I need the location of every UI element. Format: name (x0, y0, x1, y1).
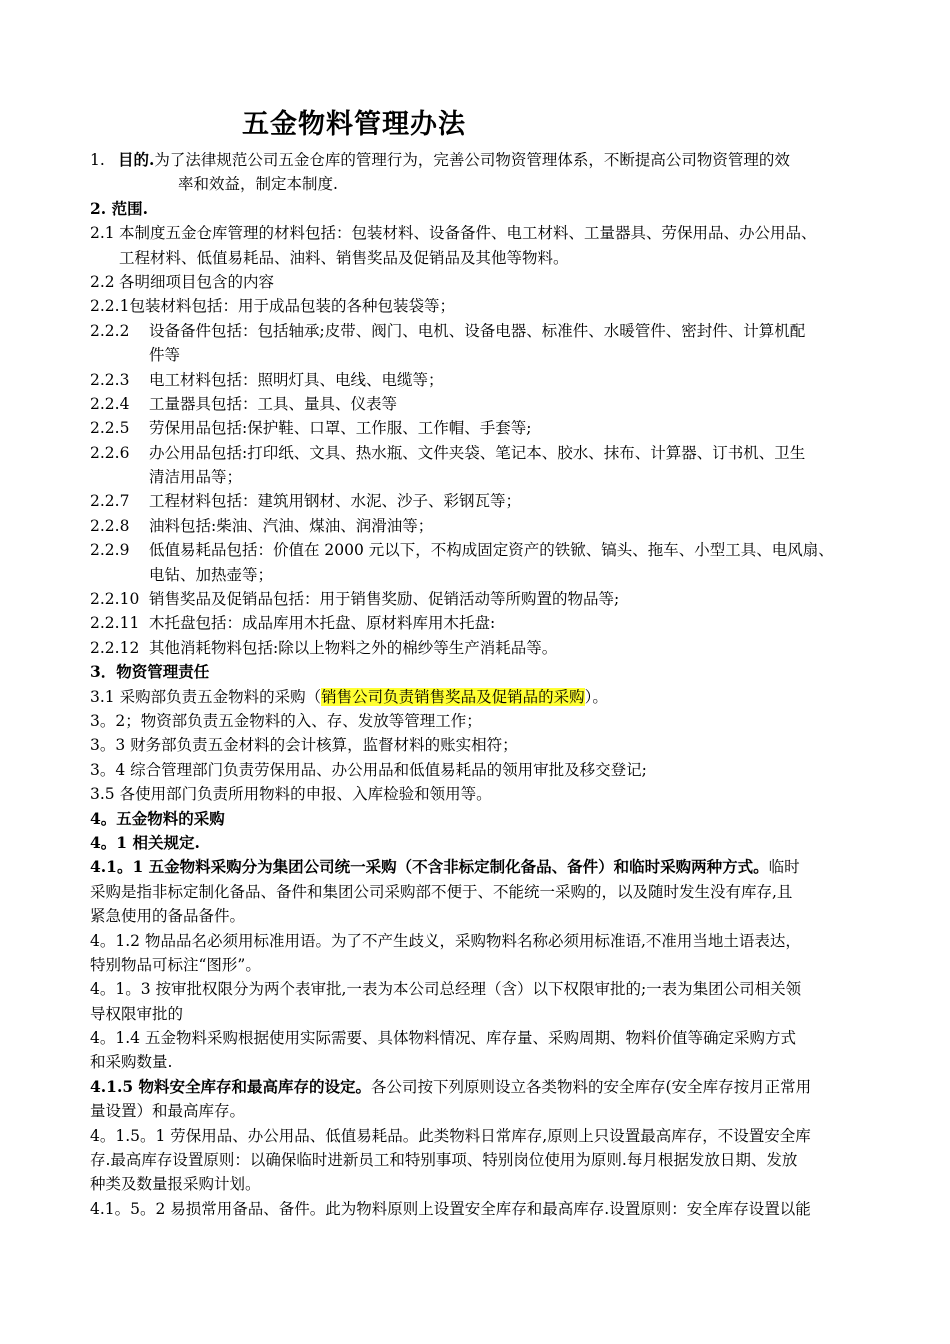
item-number: 2.2.10 (90, 590, 140, 609)
para-4-1-5-line (90, 1075, 880, 1099)
list-item (90, 611, 880, 635)
item-text: 销售奖品及促销品包括：用于销售奖励、促销活动等所购置的物品等; (149, 590, 620, 609)
item-number: 2.2.4 (90, 394, 130, 413)
item-text: 其他消耗物料包括:除以上物料之外的棉纱等生产消耗品等。 (149, 638, 558, 657)
list-item (90, 368, 880, 392)
para-4-1-3-line2: 导权限审批的 (90, 1004, 184, 1023)
para-4-1-1-bold: 4.1。1 五金物料采购分为集团公司统一采购（不含非标定制化备品、备件）和临时采购两种方式。 (90, 857, 769, 877)
item-number: 2.2.6 (90, 443, 130, 462)
section-1-continuation: 率和效益，制定本制度. (178, 175, 338, 194)
item-number: 2.2.8 (90, 516, 130, 535)
section-3-5-line: 3.5 各使用部门负责所用物料的申报、入库检验和领用等。 (90, 785, 492, 804)
para-4-1-1-line2: 采购是指非标定制化备品、备件和集团公司采购部不便于、不能统一采购的，以及随时发生没有库存,且 (90, 882, 793, 901)
item-number: 2.2.9 (90, 541, 130, 560)
list-item (90, 636, 880, 660)
section-3-1-line (90, 685, 880, 709)
item-text: 设备备件包括：包括轴承;皮带、阀门、电机、设备电器、标准件、水暖管件、密封件、计算机配 (149, 321, 806, 340)
list-item (90, 416, 880, 440)
para-4-1-5-1-line1: 4。1.5。1 劳保用品、办公用品、低值易耗品。此类物料日常库存,原则上只设置最高库存，不设置安全库 (90, 1126, 811, 1145)
list-item (90, 538, 880, 562)
item-text: 电工材料包括：照明灯具、电线、电缆等； (149, 370, 444, 389)
para-4-1-5-1-line3: 种类及数量报采购计划。 (90, 1175, 261, 1194)
item-text: 包装材料包括：用于成品包装的各种包装袋等； (129, 297, 455, 316)
para-4-1-5-line2: 量设置）和最高库存。 (90, 1102, 246, 1121)
item-number: 2.2.2 (90, 321, 130, 340)
item-text: 工量器具包括：工具、量具、仪表等 (149, 394, 398, 413)
section-1-line (90, 148, 880, 172)
para-4-1-5-2-line1: 4.1。5。2 易损常用备品、备件。此为物料原则上设置安全库存和最高库存.设置原则：安全库存设置以能 (90, 1199, 811, 1218)
item-text: 木托盘包括：成品库用木托盘、原材料库用木托盘: (149, 614, 496, 633)
section-2-1-line (90, 221, 880, 245)
section-2-1-number: 2.1 (90, 224, 115, 243)
item-number: 2.2.11 (90, 614, 140, 633)
list-item (90, 319, 880, 343)
section-3-1-text: 3.1 采购部负责五金物料的采购（ (90, 687, 322, 706)
section-2-1-text: 本制度五金仓库管理的材料包括：包装材料、设备备件、电工材料、工量器具、劳保用品、办公用品、 (119, 224, 817, 243)
item-text: 低值易耗品包括：价值在 2000 元以下，不构成固定资产的铁锨、镐头、拖车、小型工具、电风扇、 (149, 541, 834, 560)
list-item (90, 392, 880, 416)
item-text: 劳保用品包括:保护鞋、口罩、工作服、工作帽、手套等; (149, 419, 532, 438)
para-4-1-4-line1: 4。1.4 五金物料采购根据使用实际需要、具体物料情况、库存量、采购周期、物料价值等确定采购方式 (90, 1029, 796, 1048)
list-item (90, 489, 880, 513)
section-1-number: 1. (90, 151, 105, 169)
section-2-2-text: 各明细项目包含的内容 (119, 272, 275, 291)
section-2-2-line (90, 270, 880, 294)
section-3-3-line: 3。3 财务部负责五金材料的会计核算，监督材料的账实相符； (90, 736, 518, 755)
section-3-heading: 3．物资管理责任 (90, 662, 210, 682)
item-continuation: 件等 (149, 346, 181, 365)
section-2-1-continuation: 工程材料、低值易耗品、油料、销售奖品及促销品及其他等物料。 (119, 248, 569, 267)
section-4-heading: 4。五金物料的采购 (90, 808, 225, 828)
list-item (90, 514, 880, 538)
item-number: 2.2.12 (90, 638, 140, 657)
para-4-1-1-line (90, 855, 880, 879)
section-3-2-line: 3。2；物资部负责五金物料的入、存、发放等管理工作； (90, 711, 482, 730)
item-number: 2.2.7 (90, 492, 130, 511)
list-item (90, 441, 880, 465)
para-4-1-3-line1: 4。1。3 按审批权限分为两个表审批,一表为本公司总经理（含）以下权限审批的;一表为集团公司相关领 (90, 980, 802, 999)
item-continuation: 电钻、加热壶等； (149, 565, 274, 584)
para-4-1-2-line1: 4。1.2 物品品名必须用标准用语。为了不产生歧义，采购物料名称必须用标准语,不准用当地土语表达， (90, 931, 801, 950)
para-4-1-5-text: 各公司按下列原则设立各类物料的安全库存(安全库存按月正常用 (371, 1077, 812, 1096)
para-4-1-1-line3: 紧急使用的备品备件。 (90, 907, 246, 926)
document-title: 五金物料管理办法 (242, 109, 466, 140)
para-4-1-1-text: 临时 (768, 858, 800, 877)
item-number: 2.2.5 (90, 419, 130, 438)
section-1-label: 目的. (118, 150, 155, 169)
document-body (90, 148, 880, 1221)
item-number: 2.2.3 (90, 370, 130, 389)
section-3-4-line: 3。4 综合管理部门负责劳保用品、办公用品和低值易耗品的领用审批及移交登记; (90, 760, 647, 779)
item-number: 2.2.1 (90, 297, 130, 316)
list-item (90, 294, 880, 318)
highlighted-text: 销售公司负责销售奖品及促销品的采购 (321, 687, 585, 706)
para-4-1-5-1-line2: 存.最高库存设置原则：以确保临时进新员工和特别事项、特别岗位使用为原则.每月根据发放日期、发放 (90, 1151, 798, 1170)
para-4-1-4-line2: 和采购数量. (90, 1053, 173, 1072)
item-continuation: 清洁用品等； (149, 468, 243, 487)
section-1-text: 为了法律规范公司五金仓库的管理行为，完善公司物资管理体系，不断提高公司物资管理的效 (154, 151, 790, 169)
para-4-1-2-line2: 特别物品可标注“图形”。 (90, 955, 261, 974)
item-text: 油料包括:柴油、汽油、煤油、润滑油等； (149, 516, 434, 535)
section-3-1-tail: ）。 (584, 687, 608, 706)
item-text: 工程材料包括：建筑用钢材、水泥、沙子、彩钢瓦等； (149, 492, 522, 511)
item-text: 办公用品包括:打印纸、文具、热水瓶、文件夹袋、笔记本、胶水、抹布、计算器、订书机、卫生 (149, 443, 806, 462)
list-item (90, 587, 880, 611)
section-2-2-number: 2.2 (90, 272, 115, 291)
section-4-1-heading: 4。1 相关规定. (90, 832, 200, 852)
para-4-1-5-bold: 4.1.5 物料安全库存和最高库存的设定。 (90, 1076, 372, 1096)
section-2-heading: 2. 范围. (90, 198, 148, 218)
